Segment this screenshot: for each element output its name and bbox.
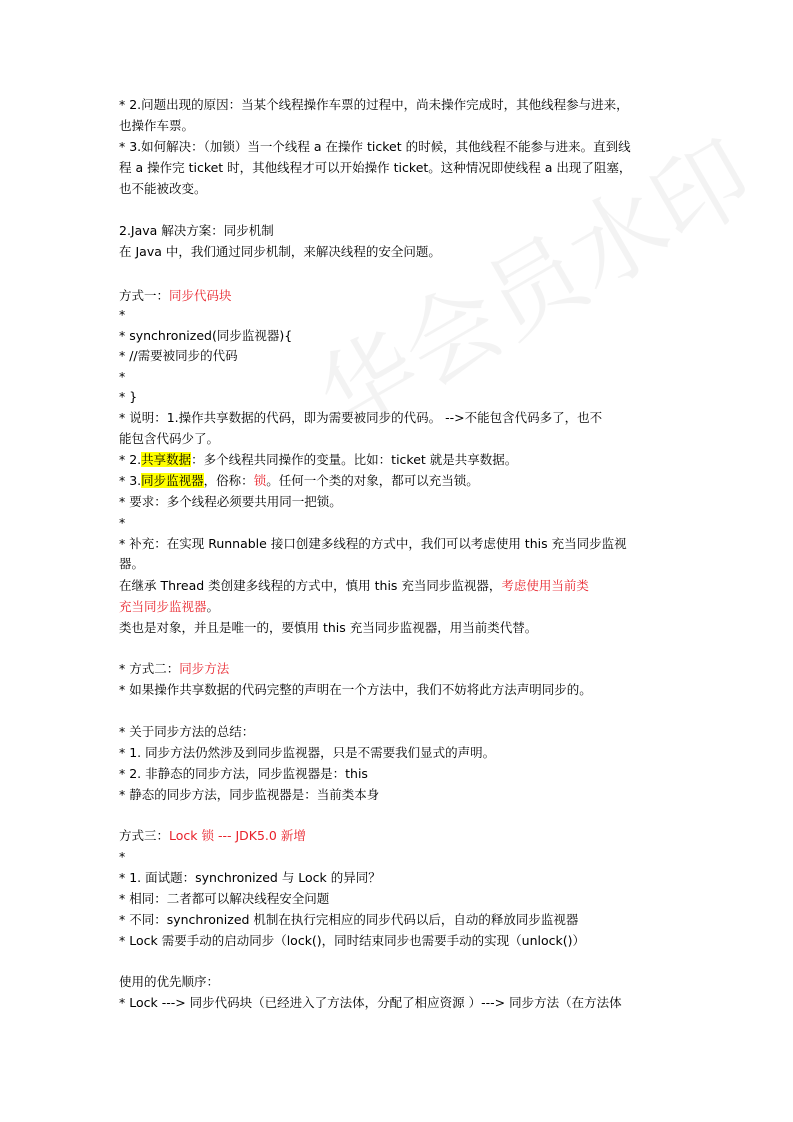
text-line: * 不同：synchronized 机制在执行完相应的同步代码以后，自动的释放同步监视器 [119,912,579,927]
text-line: * 1. 同步方法仍然涉及到同步监视器，只是不需要我们显式的声明。 [119,745,496,760]
text-line: 在继承 Thread 类创建多线程的方式中，慎用 this 充当同步监视器，考虑使用当前类 [119,578,589,593]
text-line: * 2. 非静态的同步方法，同步监视器是：this [119,766,368,781]
text-line: * 静态的同步方法，同步监视器是：当前类本身 [119,787,380,802]
text-line: * 2.共享数据：多个线程共同操作的变量。比如：ticket 就是共享数据。 [119,452,518,467]
text-line: 类也是对象，并且是唯一的，要慎用 this 充当同步监视器，用当前类代替。 [119,620,538,635]
text-line: 也不能被改变。 [119,181,207,196]
text-line: * 补充：在实现 Runnable 接口创建多线程的方式中，我们可以考虑使用 this 充当同步监视 [119,536,627,551]
text-line: * 关于同步方法的总结： [119,724,255,739]
text-line: * 1. 面试题：synchronized 与 Lock 的异同？ [119,870,381,885]
text-line: * 要求：多个线程必须要共用同一把锁。 [119,494,342,509]
code-line: * [119,369,126,384]
text-line: 在 Java 中，我们通过同步机制，来解决线程的安全问题。 [119,244,441,259]
text-line: * 3.同步监视器，俗称：锁。任何一个类的对象，都可以充当锁。 [119,473,479,488]
code-line: * synchronized(同步监视器){ [119,328,293,343]
lock-method-label: Lock 锁 --- JDK5.0 新增 [169,828,306,843]
text-line: * 3.如何解决：（加锁）当一个线程 a 在操作 ticket 的时候，其他线程不能参与进来。直到线 [119,139,631,154]
text-line: 能包含代码少了。 [119,431,220,446]
text-line: 器。 [119,556,145,571]
sync-method-label: 同步方法 [179,661,230,676]
text-line: * Lock ---> 同步代码块（已经进入了方法体，分配了相应资源 ）---> 同步方法（在方法体 [119,995,622,1010]
code-line: * //需要被同步的代码 [119,348,238,363]
text-line: 也操作车票。 [119,118,195,133]
lock-label: 锁 [253,473,267,488]
text-line: 程 a 操作完 ticket 时，其他线程才可以开始操作 ticket。这种情况即使线程 a 出现了阻塞， [119,160,632,175]
text-line: * 如果操作共享数据的代码完整的声明在一个方法中，我们不妨将此方法声明同步的。 [119,682,592,697]
section-heading: 2.Java 解决方案：同步机制 [119,223,274,238]
text-line: * 相同：二者都可以解决线程安全问题 [119,891,330,906]
text-line: * Lock 需要手动的启动同步（lock()，同时结束同步也需要手动的实现（unlock()） [119,933,586,948]
method-two-heading: * 方式二：同步方法 [119,661,230,676]
text-line: * [119,515,126,530]
text-line: * 2.问题出现的原因：当某个线程操作车票的过程中，尚未操作完成时，其他线程参与进来， [119,97,629,112]
text-line: * [119,849,126,864]
method-one-heading: 方式一：同步代码块 [119,288,232,303]
text-line: 使用的优先顺序： [119,974,220,989]
shared-data-highlight: 共享数据 [141,452,192,467]
text-line: 充当同步监视器。 [119,599,220,614]
method-three-heading: 方式三：Lock 锁 --- JDK5.0 新增 [119,828,306,843]
code-line: * } [119,389,138,404]
code-line: * [119,307,126,322]
sync-block-label: 同步代码块 [169,288,232,303]
sync-monitor-highlight: 同步监视器 [141,473,204,488]
text-line: * 说明：1.操作共享数据的代码，即为需要被同步的代码。 -->不能包含代码多了，也不 [119,410,603,425]
